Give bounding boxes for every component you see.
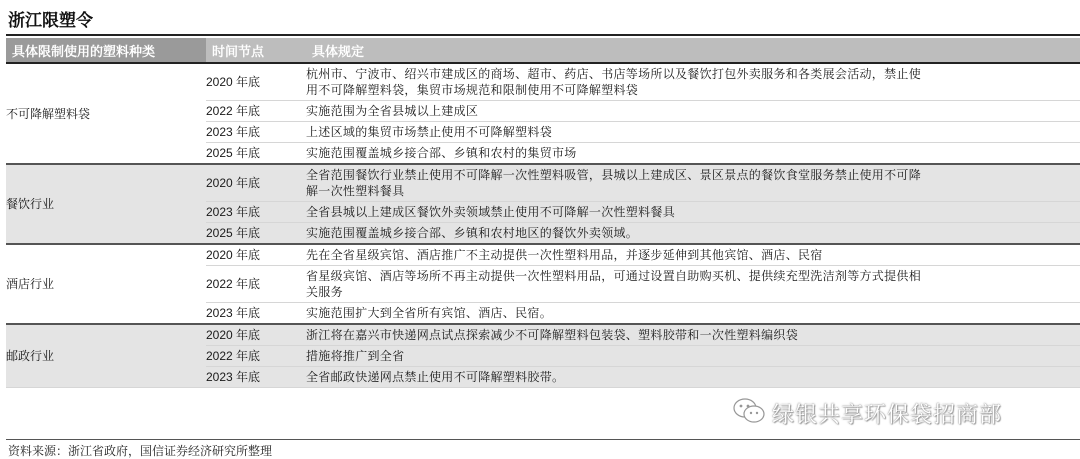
table-row [6,324,1080,346]
category-cell: 餐饮行业 [6,164,206,244]
watermark-text: 绿银共享环保袋招商部 [772,402,1003,428]
time-cell [206,367,306,388]
rule-cell: 上述区域的集贸市场禁止使用不可降解塑料袋 [306,122,1080,143]
rule-cell: 实施范围覆盖城乡接合部、乡镇和农村地区的餐饮外卖领域。 [306,223,1080,245]
rule-line: 省星级宾馆、酒店等场所不再主动提供一次性塑料用品，可通过设置自助购买机、提供续充型洗洁剂等方式提供相 [306,269,922,283]
table-row [6,164,1080,202]
time-cell [206,202,306,223]
time-cell [206,324,306,346]
table-row [6,63,1080,101]
year-unit: 年底 [236,328,261,342]
rule-line: 全省范围餐饮行业禁止使用不可降解一次性塑料吸管，县城以上建成区、景区景点的餐饮食堂服务禁止使用不可降 [306,168,922,182]
year: 2020 [206,75,233,89]
year-unit: 年底 [236,370,261,384]
rule-cell [306,266,1080,303]
title-underline [6,34,1080,36]
time-cell [206,63,306,101]
source-note: 资料来源：浙江省政府，国信证券经济研究所整理 [8,444,273,458]
year-unit: 年底 [236,176,261,190]
time-cell [206,266,306,303]
year-unit: 年底 [236,349,261,363]
year-unit: 年底 [236,75,261,89]
year: 2020 [206,248,233,262]
time-cell [206,223,306,245]
year: 2023 [206,125,233,139]
year-unit: 年底 [236,277,261,291]
rule-cell: 全省县城以上建成区餐饮外卖领域禁止使用不可降解一次性塑料餐具 [306,202,1080,223]
rule-cell: 实施范围为全省县城以上建成区 [306,101,1080,122]
time-cell [206,122,306,143]
year: 2020 [206,176,233,190]
policy-table [6,38,1080,388]
time-cell [206,244,306,266]
group-postal [6,324,1080,388]
rule-cell: 实施范围扩大到全省所有宾馆、酒店、民宿。 [306,303,1080,325]
year: 2023 [206,306,233,320]
category-cell: 不可降解塑料袋 [6,63,206,164]
time-cell [206,164,306,202]
rule-line: 用不可降解塑料袋，集贸市场规范和限制使用不可降解塑料袋 [306,83,639,97]
group-plastic-bags [6,63,1080,164]
year-unit: 年底 [236,125,261,139]
rule-line: 杭州市、宁波市、绍兴市建成区的商场、超市、药店、书店等场所以及餐饮打包外卖服务和各类展会活动，禁止使 [306,67,922,81]
category-cell: 酒店行业 [6,244,206,324]
year-unit: 年底 [236,306,261,320]
year-unit: 年底 [236,205,261,219]
rule-cell: 实施范围覆盖城乡接合部、乡镇和农村的集贸市场 [306,143,1080,165]
rule-cell: 全省邮政快递网点禁止使用不可降解塑料胶带。 [306,367,1080,388]
group-hotel [6,244,1080,324]
table-header-row [6,38,1080,63]
year: 2022 [206,277,233,291]
page-title: 浙江限塑令 [8,11,93,31]
wechat-icon [732,396,766,430]
rule-line: 关服务 [306,285,343,299]
footer-divider [6,439,1080,440]
group-catering [6,164,1080,244]
category-cell: 邮政行业 [6,324,206,388]
header-category: 具体限制使用的塑料种类 [6,38,206,63]
year-unit: 年底 [236,146,261,160]
year-unit: 年底 [236,226,261,240]
rule-cell [306,164,1080,202]
time-cell [206,143,306,165]
rule-cell: 先在全省星级宾馆、酒店推广不主动提供一次性塑料用品，并逐步延伸到其他宾馆、酒店、民宿 [306,244,1080,266]
year: 2022 [206,104,233,118]
rule-line: 解一次性塑料餐具 [306,184,405,198]
time-cell [206,101,306,122]
header-time: 时间节点 [206,38,306,63]
year: 2025 [206,146,233,160]
year: 2023 [206,205,233,219]
year-unit: 年底 [236,248,261,262]
watermark [732,396,1002,430]
year: 2025 [206,226,233,240]
time-cell [206,346,306,367]
rule-cell: 措施将推广到全省 [306,346,1080,367]
year: 2022 [206,349,233,363]
rule-cell [306,63,1080,101]
table-row [6,244,1080,266]
rule-cell: 浙江将在嘉兴市快递网点试点探索减少不可降解塑料包装袋、塑料胶带和一次性塑料编织袋 [306,324,1080,346]
header-rule: 具体规定 [306,38,1080,63]
year-unit: 年底 [236,104,261,118]
year: 2020 [206,328,233,342]
time-cell [206,303,306,325]
year: 2023 [206,370,233,384]
